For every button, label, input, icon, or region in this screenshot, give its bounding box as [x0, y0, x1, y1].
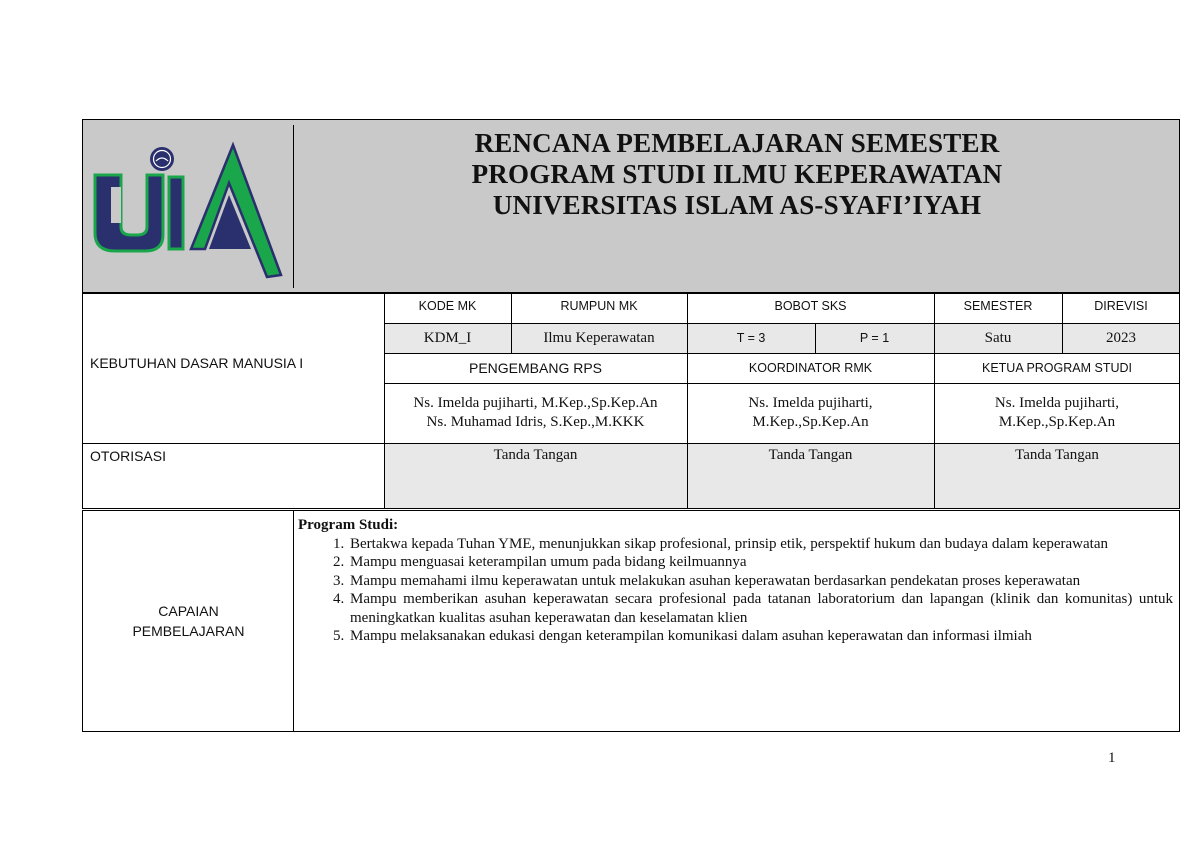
outcomes-heading: Program Studi:: [298, 517, 399, 533]
outcomes-label-line: CAPAIAN: [158, 603, 219, 619]
uia-logo-icon: [83, 125, 294, 288]
koordinator-names: [687, 394, 934, 432]
list-item: 4. Mampu memberikan asuhan keperawatan secara profesional pada tatanan laboratorium dan lapangan (klinik dan komunitas) untuk meningkatkan kualitas asuhan keperawatan dan keselamatan klien: [348, 590, 1173, 627]
person-name: Ns. Imelda pujiharti, M.Kep.,Sp.Kep.An: [413, 395, 658, 411]
course-info-table: [82, 293, 1180, 509]
logo-cell: [83, 125, 294, 288]
header-rumpun-mk: RUMPUN MK: [560, 299, 638, 313]
otorisasi-label: OTORISASI: [90, 448, 166, 464]
value-kode-mk: KDM_I: [423, 330, 472, 346]
person-name: Ns. Imelda pujiharti,: [748, 395, 873, 411]
value-rumpun-mk: Ilmu Keperawatan: [543, 330, 655, 346]
pengembang-names: [384, 394, 687, 432]
title-line: UNIVERSITAS ISLAM AS-SYAFI’IYAH: [492, 190, 982, 220]
signature-ketua: Tanda Tangan: [1015, 447, 1099, 463]
outcomes-label-line: PEMBELAJARAN: [132, 623, 245, 639]
list-item: 1. Bertakwa kepada Tuhan YME, menunjukkan sikap profesional, prinsip etik, perspektif hukum dan budaya dalam keperawatan: [348, 535, 1173, 554]
ketua-names: [934, 394, 1180, 432]
header-direvisi: DIREVISI: [1094, 299, 1148, 313]
person-name: M.Kep.,Sp.Kep.An: [752, 414, 869, 430]
signature-koordinator: Tanda Tangan: [768, 447, 853, 463]
header-bobot-sks: BOBOT SKS: [774, 299, 847, 313]
value-bobot-t: T = 3: [736, 331, 766, 345]
outcomes-label-cell: [83, 511, 294, 731]
signature-pengembang: Tanda Tangan: [493, 447, 578, 463]
header-semester: SEMESTER: [963, 299, 1033, 313]
document-title: [295, 128, 1179, 221]
label-ketua-prodi: KETUA PROGRAM STUDI: [981, 361, 1133, 375]
document-header: [82, 119, 1180, 293]
title-line: PROGRAM STUDI ILMU KEPERAWATAN: [471, 159, 1003, 189]
title-line: RENCANA PEMBELAJARAN SEMESTER: [474, 128, 1000, 158]
header-kode-mk: KODE MK: [418, 299, 477, 313]
value-semester: Satu: [984, 330, 1012, 346]
list-item: 3. Mampu memahami ilmu keperawatan untuk melakukan asuhan keperawatan berdasarkan pendekatan proses keperawatan: [348, 572, 1173, 591]
outcomes-list: [298, 535, 1173, 646]
course-name: KEBUTUHAN DASAR MANUSIA I: [90, 355, 304, 371]
list-item: 5. Mampu melaksanakan edukasi dengan keterampilan komunikasi dalam asuhan keperawatan dan informasi ilmiah: [348, 627, 1173, 646]
label-koordinator-rmk: KOORDINATOR RMK: [748, 361, 873, 375]
outcomes-content: [298, 516, 1173, 646]
page-number: 1: [1108, 750, 1116, 766]
list-item: 2. Mampu menguasai keterampilan umum pada bidang keilmuannya: [348, 553, 1173, 572]
person-name: M.Kep.,Sp.Kep.An: [998, 414, 1116, 430]
value-direvisi: 2023: [1106, 330, 1136, 346]
label-pengembang-rps: PENGEMBANG RPS: [468, 360, 603, 376]
learning-outcomes-section: [82, 510, 1180, 732]
person-name: Ns. Muhamad Idris, S.Kep.,M.KKK: [426, 414, 645, 430]
outcomes-label: [83, 601, 294, 641]
value-bobot-p: P = 1: [859, 331, 890, 345]
person-name: Ns. Imelda pujiharti,: [994, 395, 1120, 411]
